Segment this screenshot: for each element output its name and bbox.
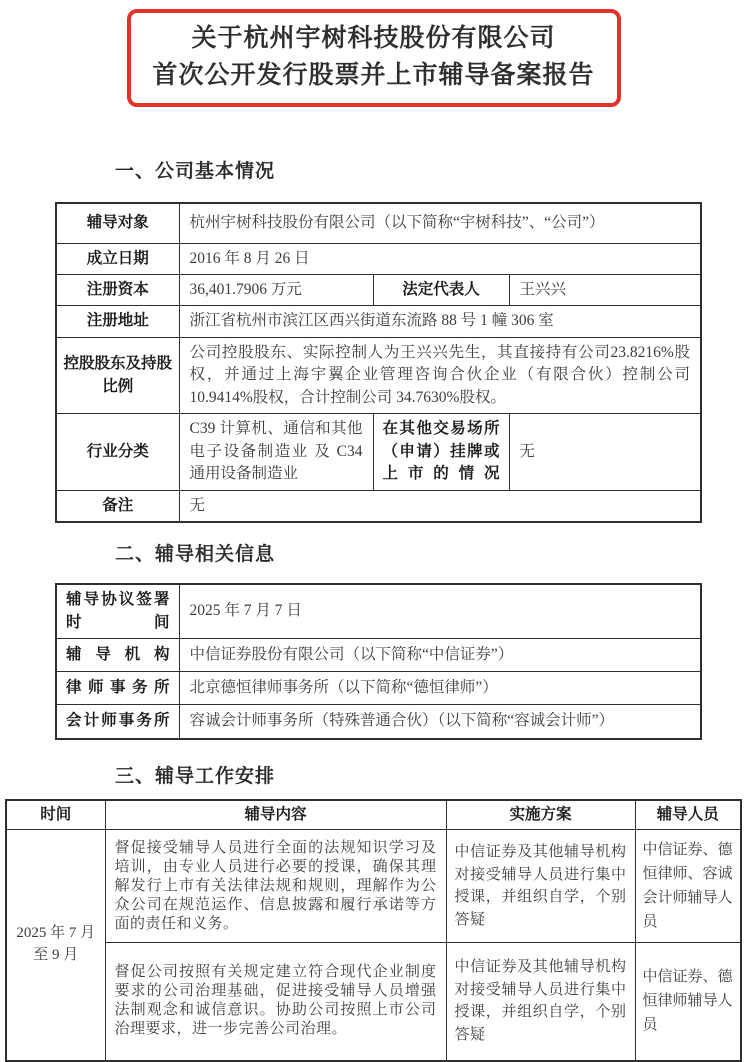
row-label-2: 在其他交易场所（申请）挂牌或上市的情况 [373, 414, 509, 490]
table-row [56, 672, 701, 705]
table-row [56, 274, 701, 305]
table-header-row [6, 800, 741, 830]
cell-content: 督促公司按照有关规定建立符合现代企业制度要求的公司治理基础，促进接受辅导人员增强法制观念和诚信意识。协助公司按照上市公司治理要求，进一步完善公司治理。 [105, 943, 446, 1061]
report-title-line-1: 关于杭州宇树科技股份有限公司 [191, 24, 556, 52]
row-value: 中信证券股份有限公司（以下简称“中信证券”） [179, 639, 701, 672]
cell-staff: 中信证券、德恒律师辅导人员 [635, 943, 741, 1061]
company-basic-info-table [55, 202, 702, 523]
table-row [56, 490, 701, 522]
table-row [56, 639, 701, 672]
section-heading-tutoring-info: 二、辅导相关信息 [115, 544, 276, 566]
column-header-content: 辅导内容 [105, 800, 446, 830]
row-value-2: 王兴兴 [509, 274, 701, 305]
row-label: 辅导机构 [56, 639, 179, 672]
row-value: 2016 年 8 月 26 日 [179, 243, 701, 274]
row-label: 会计师事务所 [56, 705, 179, 739]
row-label: 律师事务所 [56, 672, 179, 705]
table-row [56, 414, 701, 490]
table-row [56, 337, 701, 413]
table-row [6, 830, 741, 943]
cell-time-span: 2025 年 7 月至 9 月 [6, 830, 105, 1061]
row-label-2: 法定代表人 [373, 274, 509, 305]
table-row [56, 203, 701, 243]
row-value: C39 计算机、通信和其他电子设备制造业 及 C34 通用设备制造业 [179, 414, 373, 490]
table-row [56, 306, 701, 337]
cell-staff: 中信证券、德恒律师、容诚会计师辅导人员 [635, 830, 741, 943]
row-label: 备注 [56, 490, 179, 522]
report-title-box [127, 9, 621, 107]
row-value: 无 [179, 490, 701, 522]
column-header-plan: 实施方案 [446, 800, 635, 830]
table-row [56, 243, 701, 274]
tutoring-info-table [55, 583, 702, 739]
row-value: 浙江省杭州市滨江区西兴街道东流路 88 号 1 幢 306 室 [179, 306, 701, 337]
table-row [56, 705, 701, 739]
table-row [6, 943, 741, 1061]
row-value: 36,401.7906 万元 [179, 274, 373, 305]
row-label: 行业分类 [56, 414, 179, 490]
cell-content: 督促接受辅导人员进行全面的法规知识学习及培训，由专业人员进行必要的授课，确保其理解发行上市有关法律法规和规则，理解作为公众公司在规范运作、信息披露和履行承诺等方面的责任和义务。 [105, 830, 446, 943]
row-value: 公司控股股东、实际控制人为王兴兴先生，其直接持有公司23.8216%股权，并通过上海宇翼企业管理咨询合伙企业（有限合伙）控制公司 10.9414%股权，合计控制公司 34.7630%股权。 [179, 337, 701, 413]
document-page [0, 9, 747, 1043]
column-header-time: 时间 [6, 800, 105, 830]
row-label: 控股股东及持股比例 [56, 337, 179, 413]
table-row [56, 584, 701, 638]
section-heading-work-plan: 三、辅导工作安排 [115, 765, 276, 787]
row-value-2: 无 [509, 414, 701, 490]
cell-plan: 中信证券及其他辅导机构对接受辅导人员进行集中授课，并组织自学，个别答疑 [446, 830, 635, 943]
row-label: 辅导对象 [56, 203, 179, 243]
row-label: 辅导协议签署时间 [56, 584, 179, 638]
row-label: 注册资本 [56, 274, 179, 305]
column-header-staff: 辅导人员 [635, 800, 741, 830]
row-label: 注册地址 [56, 306, 179, 337]
row-value: 杭州宇树科技股份有限公司（以下简称“宇树科技”、“公司”） [179, 203, 701, 243]
row-value: 北京德恒律师事务所（以下简称“德恒律师”） [179, 672, 701, 705]
work-plan-table [5, 799, 742, 1062]
section-heading-company-basics: 一、公司基本情况 [115, 161, 276, 182]
row-value: 容诚会计师事务所（特殊普通合伙）（以下简称“容诚会计师”） [179, 705, 701, 739]
row-value: 2025 年 7 月 7 日 [179, 584, 701, 638]
row-label: 成立日期 [56, 243, 179, 274]
cell-plan: 中信证券及其他辅导机构对接受辅导人员进行集中授课，并组织自学，个别答疑 [446, 943, 635, 1061]
report-title-line-2: 首次公开发行股票并上市辅导备案报告 [152, 61, 595, 89]
